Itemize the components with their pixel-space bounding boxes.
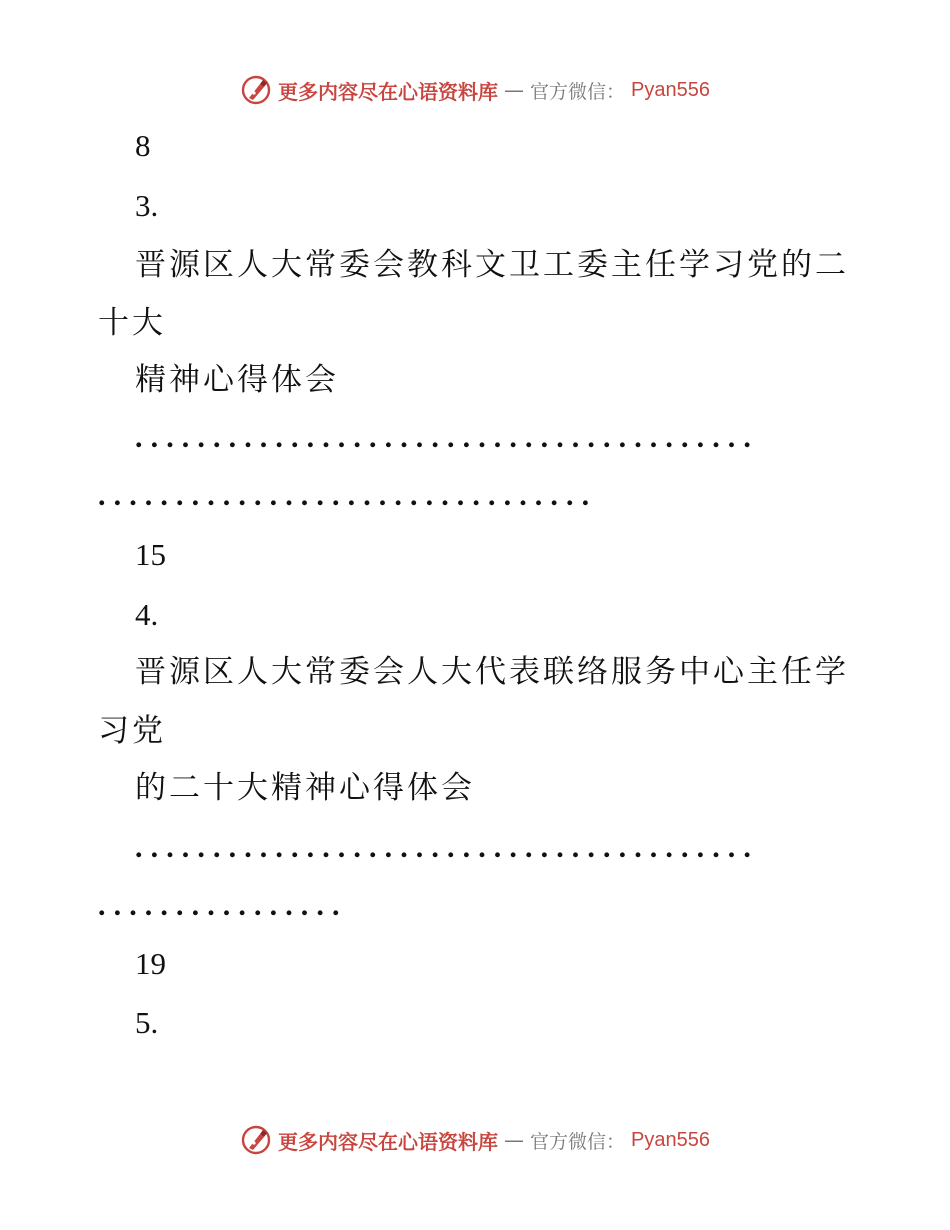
- item-3-leader-dots-line1: ........................................: [135, 421, 759, 454]
- item-4-number: 4.: [135, 597, 159, 632]
- header-wechat-id: Pyan556: [631, 78, 710, 101]
- item-3-page-number: 15: [135, 537, 166, 572]
- footer-watermark: [0, 1120, 950, 1160]
- item-3-leader-dots-line2: ................................: [98, 479, 598, 512]
- item-4-leader-dots-line2: ................: [98, 889, 348, 922]
- footer-separator: —: [504, 1128, 524, 1152]
- item-5-number: 5.: [135, 1005, 159, 1040]
- header-wechat-label: 官方微信：: [530, 80, 626, 103]
- item-4-leader-dots-line1: ........................................: [135, 831, 759, 864]
- pen-logo-icon: [240, 1124, 272, 1156]
- header-watermark: [0, 70, 950, 110]
- item-4-page-number: 19: [135, 946, 166, 981]
- item-4-title-line3: 的二十大精神心得体会: [135, 770, 475, 806]
- item-3-title-line2: 十大: [98, 305, 166, 341]
- footer-wechat-id: Pyan556: [631, 1128, 710, 1151]
- item-3-title-line3: 精神心得体会: [135, 362, 339, 398]
- page-number-8: 8: [135, 128, 151, 163]
- item-3-number: 3.: [135, 188, 159, 223]
- item-3-title-line1: 晋源区人大常委会教科文卫工委主任学习党的二: [135, 247, 849, 283]
- item-4-title-line2: 习党: [98, 713, 166, 749]
- header-brand-text: 更多内容尽在心语资料库: [278, 79, 498, 104]
- footer-wechat-label: 官方微信：: [530, 1130, 626, 1153]
- footer-brand-text: 更多内容尽在心语资料库: [278, 1129, 498, 1154]
- pen-logo-icon: [240, 74, 272, 106]
- item-4-title-line1: 晋源区人大常委会人大代表联络服务中心主任学: [135, 654, 849, 690]
- header-separator: —: [504, 78, 524, 102]
